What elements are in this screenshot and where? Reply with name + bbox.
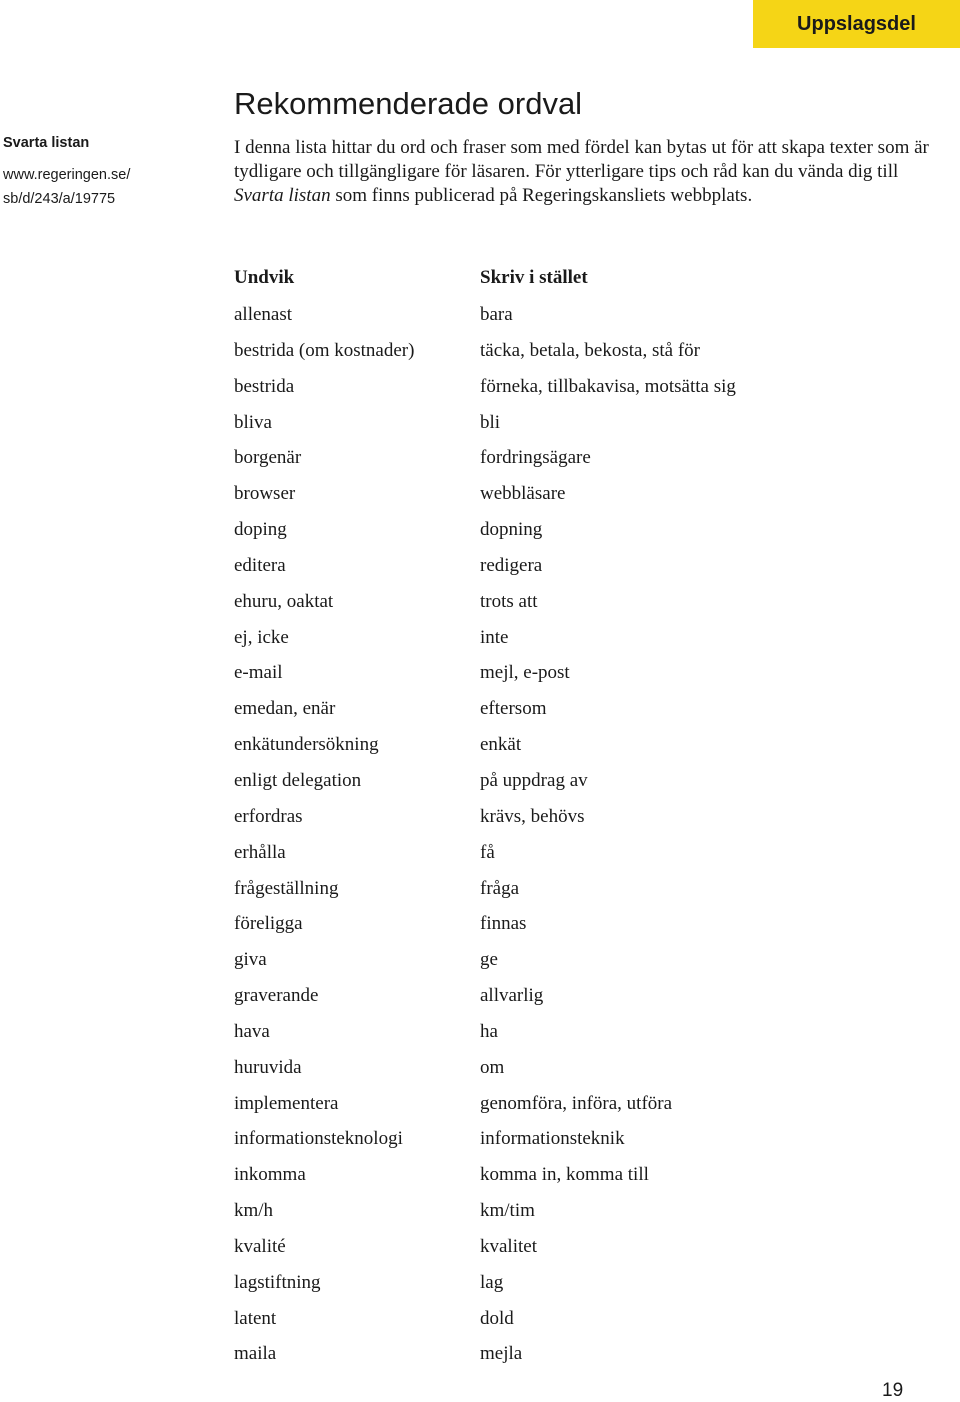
- table-row: [234, 1127, 914, 1163]
- avoid-term: graverande: [234, 985, 319, 1007]
- avoid-term: browser: [234, 483, 296, 505]
- table-row: [234, 339, 914, 375]
- table-row: [234, 518, 914, 554]
- column-header-instead: Skriv i stället: [480, 267, 588, 288]
- recommended-term: bara: [480, 304, 513, 325]
- table-row: [234, 877, 914, 913]
- intro-paragraph: [234, 136, 934, 208]
- word-list-table: [234, 303, 914, 1378]
- avoid-term: inkomma: [234, 1164, 306, 1186]
- recommended-term: trots att: [480, 590, 538, 612]
- recommended-term: få: [480, 841, 495, 863]
- avoid-term: implementera: [234, 1092, 339, 1114]
- intro-text-part2: som finns publicerad på Regeringskansliets webbplats.: [330, 185, 753, 206]
- table-row: [234, 841, 914, 877]
- column-header-avoid: Undvik: [234, 267, 295, 288]
- avoid-term: bestrida (om kostnader): [234, 339, 415, 361]
- table-row: [234, 1342, 914, 1378]
- avoid-term: allenast: [234, 304, 293, 325]
- table-row: [234, 482, 914, 518]
- section-tab: [753, 0, 960, 48]
- avoid-term: informationsteknologi: [234, 1128, 403, 1150]
- page-number: 19: [882, 1380, 904, 1401]
- recommended-term: genomföra, införa, utföra: [480, 1092, 673, 1114]
- table-row: [234, 1271, 914, 1307]
- avoid-term: giva: [234, 949, 267, 971]
- table-row: [234, 554, 914, 590]
- sidebar-reference: [3, 135, 163, 211]
- recommended-term: informationsteknik: [480, 1128, 625, 1150]
- table-row: [234, 411, 914, 447]
- recommended-term: lag: [480, 1271, 504, 1293]
- table-row: [234, 912, 914, 948]
- recommended-term: om: [480, 1056, 505, 1078]
- table-row: [234, 697, 914, 733]
- avoid-term: ehuru, oaktat: [234, 590, 334, 612]
- recommended-term: ge: [480, 949, 498, 971]
- table-row: [234, 769, 914, 805]
- recommended-term: ha: [480, 1020, 498, 1042]
- table-row: [234, 590, 914, 626]
- avoid-term: erfordras: [234, 805, 303, 827]
- table-row: [234, 626, 914, 662]
- table-row: [234, 1020, 914, 1056]
- table-row: [234, 1235, 914, 1271]
- avoid-term: emedan, enär: [234, 698, 336, 720]
- intro-text-part1: I denna lista hittar du ord och fraser som med fördel kan bytas ut för att skapa texter som är tydligare och tillgängligare för läsaren. För ytterligare tips och råd kan du vända dig till: [234, 137, 929, 182]
- avoid-term: bestrida: [234, 375, 295, 397]
- avoid-term: editera: [234, 554, 286, 576]
- avoid-term: e-mail: [234, 662, 283, 684]
- recommended-term: förneka, tillbakavisa, motsätta sig: [480, 375, 736, 397]
- avoid-term: ej, icke: [234, 626, 289, 648]
- table-row: [234, 1199, 914, 1235]
- table-row: [234, 984, 914, 1020]
- recommended-term: allvarlig: [480, 985, 544, 1007]
- avoid-term: enkätundersökning: [234, 734, 379, 756]
- avoid-term: kvalité: [234, 1235, 286, 1257]
- section-tab-label: Uppslagsdel: [797, 12, 916, 35]
- table-row: [234, 733, 914, 769]
- recommended-term: kvalitet: [480, 1235, 537, 1257]
- table-row: [234, 303, 914, 339]
- recommended-term: finnas: [480, 913, 527, 935]
- avoid-term: latent: [234, 1307, 277, 1329]
- recommended-term: mejla: [480, 1343, 523, 1365]
- avoid-term: frågeställning: [234, 877, 339, 899]
- table-row: [234, 446, 914, 482]
- table-row: [234, 661, 914, 697]
- avoid-term: borgenär: [234, 447, 302, 469]
- table-row: [234, 1307, 914, 1343]
- avoid-term: doping: [234, 519, 287, 541]
- table-row: [234, 1092, 914, 1128]
- table-row: [234, 375, 914, 411]
- table-row: [234, 1163, 914, 1199]
- avoid-term: enligt delegation: [234, 769, 362, 791]
- intro-emphasis: Svarta listan: [234, 185, 331, 206]
- recommended-term: dold: [480, 1307, 514, 1329]
- avoid-term: bliva: [234, 411, 272, 433]
- avoid-term: maila: [234, 1343, 277, 1365]
- recommended-term: komma in, komma till: [480, 1164, 649, 1186]
- avoid-term: föreligga: [234, 913, 303, 935]
- avoid-term: hava: [234, 1020, 270, 1042]
- recommended-term: på uppdrag av: [480, 769, 588, 791]
- avoid-term: huruvida: [234, 1056, 302, 1078]
- recommended-term: bli: [480, 411, 501, 433]
- avoid-term: erhålla: [234, 841, 286, 863]
- avoid-term: km/h: [234, 1200, 274, 1222]
- avoid-term: lagstiftning: [234, 1271, 321, 1293]
- sidebar-title: Svarta listan: [3, 135, 90, 151]
- recommended-term: eftersom: [480, 698, 547, 720]
- table-row: [234, 1056, 914, 1092]
- page-title: Rekommenderade ordval: [234, 86, 583, 121]
- sidebar-url-line1: www.regeringen.se/: [3, 167, 131, 183]
- table-row: [234, 948, 914, 984]
- recommended-term: fordringsägare: [480, 447, 591, 469]
- sidebar-url-line2: sb/d/243/a/19775: [3, 191, 116, 207]
- recommended-term: fråga: [480, 877, 520, 899]
- table-row: [234, 805, 914, 841]
- recommended-term: redigera: [480, 554, 543, 576]
- recommended-term: km/tim: [480, 1200, 535, 1222]
- recommended-term: krävs, behövs: [480, 805, 585, 827]
- recommended-term: mejl, e-post: [480, 662, 570, 684]
- recommended-term: inte: [480, 626, 509, 648]
- recommended-term: enkät: [480, 734, 522, 756]
- recommended-term: täcka, betala, bekosta, stå för: [480, 339, 700, 361]
- recommended-term: webbläsare: [480, 483, 566, 505]
- recommended-term: dopning: [480, 519, 543, 541]
